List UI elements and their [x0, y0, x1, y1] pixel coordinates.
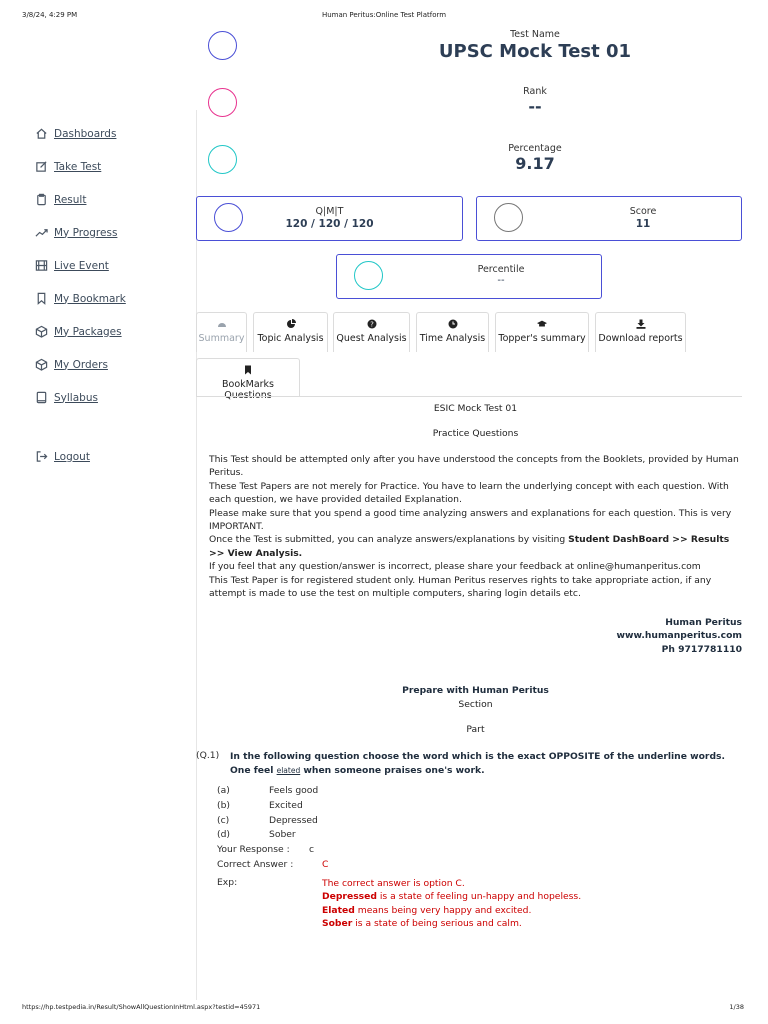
tab-download-reports[interactable]	[595, 312, 686, 352]
qmt-label: Q|M|T	[315, 206, 344, 217]
signature-block	[209, 616, 742, 656]
score-label: Score	[629, 206, 657, 217]
sidebar-item-my-packages[interactable]	[35, 325, 122, 338]
pie-chart-icon	[286, 319, 296, 329]
score-value: 11	[635, 218, 651, 230]
instruction-paragraph: Please make sure that you spend a good time analyzing answers and explanations for each question. This is very IMPORTANT.	[209, 507, 732, 533]
option-key: (d)	[217, 829, 231, 841]
tab-summary[interactable]	[196, 312, 247, 352]
sidebar-item-result[interactable]	[35, 193, 86, 206]
test-name-block	[400, 29, 670, 62]
download-icon	[636, 319, 646, 329]
sidebar-item-label: Dashboards	[54, 127, 117, 140]
question-number: (Q.1)	[196, 750, 220, 761]
percentage-label: Percentage	[508, 143, 562, 154]
sidebar-item-label: Live Event	[54, 259, 109, 272]
sidebar-item-label: Syllabus	[54, 391, 98, 404]
film-icon	[35, 259, 48, 272]
instructions-block	[209, 453, 742, 600]
logout-link[interactable]	[35, 450, 90, 463]
rank-block	[470, 86, 600, 116]
bookmark-icon	[35, 292, 48, 305]
box-icon	[35, 358, 48, 371]
sidebar-item-my-bookmark[interactable]	[35, 292, 126, 305]
option-text: Depressed	[269, 814, 318, 826]
tab-toppers-summary[interactable]	[495, 312, 589, 352]
option-text: Sober	[269, 829, 296, 841]
sidebar-item-label: My Progress	[54, 226, 118, 239]
question-text-block	[230, 750, 742, 777]
explanation-line: The correct answer is option C.	[322, 878, 465, 889]
clock-icon	[448, 319, 458, 329]
tab-divider	[196, 396, 742, 397]
book-icon	[35, 391, 48, 404]
tab-label: Download reports	[598, 333, 683, 344]
option-key: (c)	[217, 814, 230, 826]
rank-value: --	[528, 97, 542, 116]
print-page-title: Human Peritus:Online Test Platform	[321, 11, 447, 19]
rank-label: Rank	[523, 86, 547, 97]
sidebar-item-label: My Orders	[54, 358, 108, 371]
bookmark-icon	[243, 365, 253, 375]
correct-answer-row	[217, 858, 328, 873]
explanation-line	[322, 917, 742, 930]
sidebar-item-live-event[interactable]	[35, 259, 109, 272]
instruction-paragraph: This Test Paper is for registered student only. Human Peritus reserves rights to take appropriate action, if any attempt is made to use the test on multiple computers, sharing login details etc.	[209, 574, 712, 600]
signature-site: www.humanperitus.com	[616, 630, 742, 642]
response-row	[217, 843, 328, 858]
home-icon	[35, 127, 48, 140]
option-key: (b)	[217, 799, 231, 811]
percentile-card	[336, 254, 602, 299]
print-page-number: 1/38	[729, 1003, 744, 1011]
tab-quest-analysis[interactable]	[333, 312, 410, 352]
section-label: Section	[458, 699, 493, 710]
dashboard-icon	[217, 319, 227, 329]
option-item	[217, 814, 328, 829]
explanation-text: is a state of being serious and calm.	[352, 918, 522, 930]
explanation-block	[322, 877, 742, 931]
part-label: Part	[466, 724, 485, 735]
test-name-label: Test Name	[510, 29, 560, 40]
package-icon	[35, 325, 48, 338]
logout-icon	[35, 450, 48, 463]
correct-answer-label: Correct Answer :	[217, 858, 294, 870]
sidebar	[0, 110, 196, 1000]
tab-time-analysis[interactable]	[416, 312, 489, 352]
signature-phone: Ph 9717781110	[661, 643, 742, 655]
svg-text:?: ?	[369, 320, 374, 329]
explanation-term: Sober	[322, 918, 353, 930]
percentile-value: --	[497, 275, 505, 286]
clipboard-icon	[35, 193, 48, 206]
decorative-circle	[208, 145, 237, 174]
explanation-label: Exp:	[217, 877, 238, 888]
question-sentence-suffix: when someone praises one's work.	[300, 764, 485, 776]
sidebar-item-label: My Bookmark	[54, 292, 126, 305]
option-item	[217, 784, 328, 799]
option-text: Excited	[269, 799, 303, 811]
sidebar-item-my-orders[interactable]	[35, 358, 108, 371]
option-item	[217, 799, 328, 814]
practice-subtitle: Practice Questions	[432, 428, 519, 439]
percentile-label: Percentile	[477, 264, 525, 275]
tab-topic-analysis[interactable]	[253, 312, 328, 352]
sidebar-item-my-progress[interactable]	[35, 226, 117, 239]
exam-title: ESIC Mock Test 01	[433, 403, 518, 414]
option-item	[217, 828, 328, 843]
explanation-text: is a state of feeling un-happy and hopeless.	[376, 891, 582, 903]
test-name: UPSC Mock Test 01	[438, 41, 632, 62]
score-card	[476, 196, 742, 241]
question-sentence	[230, 764, 742, 778]
print-url: https://hp.testpedia.in/Result/ShowAllQuestionInHtml.aspx?testid=45971	[22, 1003, 261, 1011]
print-datetime: 3/8/24, 4:29 PM	[22, 11, 78, 19]
sidebar-item-take-test[interactable]	[35, 160, 101, 173]
question-text: In the following question choose the word which is the exact OPPOSITE of the underline words.	[230, 751, 726, 762]
tab-label: Topic Analysis	[257, 333, 324, 344]
sidebar-item-syllabus[interactable]	[35, 391, 98, 404]
instruction-paragraph	[209, 533, 742, 560]
graduation-cap-icon	[537, 319, 547, 329]
explanation-term: Depressed	[322, 891, 377, 903]
tab-label: Quest Analysis	[336, 333, 407, 344]
logout-label: Logout	[54, 450, 90, 463]
trend-icon	[35, 226, 48, 239]
tab-label: BookMarks	[221, 379, 275, 390]
percentage-value: 9.17	[515, 154, 555, 173]
option-text: Feels good	[269, 785, 319, 796]
qmt-value: 120 / 120 / 120	[285, 218, 374, 230]
tab-label: Topper's summary	[498, 333, 586, 344]
response-label: Your Response :	[217, 844, 290, 856]
explanation-term: Elated	[322, 904, 355, 916]
sidebar-item-label: My Packages	[54, 325, 122, 338]
options-list	[217, 784, 328, 873]
option-key: (a)	[217, 785, 230, 796]
prepare-heading: Prepare with Human Peritus	[402, 685, 549, 696]
sidebar-item-label: Take Test	[54, 160, 102, 173]
edit-icon	[35, 160, 48, 173]
percentage-block	[470, 143, 600, 173]
decorative-circle	[208, 88, 237, 117]
instruction-paragraph: These Test Papers are not merely for Practice. You have to learn the underlying concept with each question. With each question, we have provided detailed Explanation.	[209, 480, 729, 506]
instruction-text: Once the Test is submitted, you can analyze answers/explanations by visiting	[209, 534, 569, 546]
correct-answer-value: C	[322, 858, 329, 870]
question-sentence-prefix: One feel	[230, 764, 277, 776]
qmt-card	[196, 196, 463, 241]
sidebar-divider	[196, 110, 197, 1000]
explanation-line	[322, 890, 742, 903]
explanation-line	[322, 904, 742, 917]
signature-name: Human Peritus	[665, 617, 742, 628]
tab-label: Time Analysis	[419, 333, 486, 344]
question-icon	[367, 319, 377, 329]
instruction-paragraph: This Test should be attempted only after you have understood the concepts from the Booklets, provided by Human Peritus.	[209, 454, 739, 479]
response-value: c	[309, 844, 315, 856]
instruction-paragraph: If you feel that any question/answer is incorrect, please share your feedback at online@humanperitus.com	[209, 561, 701, 573]
instruction-path: Student DashBoard >> Results >> View Analysis.	[209, 534, 730, 559]
tab-label: Summary	[198, 333, 245, 344]
decorative-circle	[208, 31, 237, 60]
sidebar-item-dashboards[interactable]	[35, 127, 116, 140]
underlined-word: elated	[276, 765, 301, 775]
tab-bookmarks-questions[interactable]	[196, 358, 300, 396]
explanation-text: means being very happy and excited.	[354, 904, 532, 916]
sidebar-item-label: Result	[54, 193, 87, 206]
